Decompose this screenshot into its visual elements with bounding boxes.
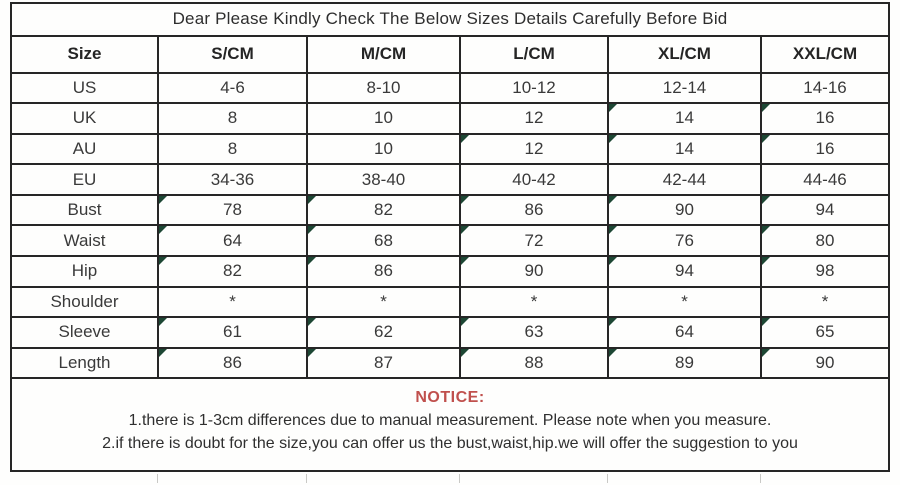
size-value: * bbox=[530, 291, 538, 311]
size-value: 14 bbox=[675, 108, 694, 128]
excel-flag-triangle-icon bbox=[609, 318, 617, 326]
size-value: 12 bbox=[524, 108, 544, 128]
size-value: 8 bbox=[227, 108, 238, 128]
size-value-cell bbox=[158, 287, 307, 318]
size-value: 90 bbox=[815, 352, 835, 372]
excel-flag-triangle-icon bbox=[461, 226, 469, 234]
size-value: 65 bbox=[815, 322, 835, 342]
size-value-cell bbox=[460, 134, 608, 165]
size-value-cell bbox=[158, 134, 307, 165]
excel-flag-triangle-icon bbox=[308, 257, 316, 265]
size-value-cell bbox=[158, 73, 307, 104]
size-value: 62 bbox=[374, 322, 393, 342]
table-row-length bbox=[11, 348, 889, 379]
size-value: 80 bbox=[815, 230, 835, 250]
excel-flag-triangle-icon bbox=[762, 257, 770, 265]
excel-flag-triangle-icon bbox=[461, 196, 469, 204]
size-value: 90 bbox=[524, 261, 544, 281]
column-header-size: Size bbox=[11, 36, 158, 73]
row-label: Sleeve bbox=[11, 317, 158, 348]
size-value: 82 bbox=[223, 261, 242, 281]
excel-flag-triangle-icon bbox=[159, 196, 167, 204]
size-value: 72 bbox=[524, 230, 544, 250]
size-value-cell bbox=[761, 164, 889, 195]
size-value-cell bbox=[460, 225, 608, 256]
size-value: 42-44 bbox=[662, 169, 707, 189]
row-label: AU bbox=[11, 134, 158, 165]
row-label: EU bbox=[11, 164, 158, 195]
chart-title: Dear Please Kindly Check The Below Sizes Details Carefully Before Bid bbox=[11, 3, 889, 36]
table-row-shoulder bbox=[11, 287, 889, 318]
column-header-s-cm: S/CM bbox=[158, 36, 307, 73]
size-value: * bbox=[681, 291, 688, 311]
size-value-cell bbox=[158, 256, 307, 287]
size-value: 64 bbox=[675, 322, 694, 342]
size-value-cell bbox=[761, 348, 889, 379]
size-value: 61 bbox=[223, 322, 242, 342]
excel-flag-triangle-icon bbox=[609, 257, 617, 265]
table-row-sleeve bbox=[11, 317, 889, 348]
gridline-tick bbox=[607, 474, 608, 483]
size-value-cell bbox=[460, 317, 608, 348]
size-value-cell bbox=[761, 256, 889, 287]
notice-line-2: 2.if there is doubt for the size,you can offer us the bust,waist,hip.we will offer the suggestion to you bbox=[102, 435, 798, 453]
size-value-cell bbox=[761, 195, 889, 226]
excel-flag-triangle-icon bbox=[762, 104, 770, 112]
size-value-cell bbox=[307, 256, 460, 287]
size-value: 14-16 bbox=[803, 77, 847, 97]
size-value-cell bbox=[761, 225, 889, 256]
size-chart-table bbox=[10, 2, 890, 472]
gridline-tick bbox=[760, 474, 761, 483]
size-value: 8-10 bbox=[366, 77, 401, 97]
excel-flag-triangle-icon bbox=[762, 349, 770, 357]
size-value: 10-12 bbox=[512, 77, 556, 97]
table-row-au bbox=[11, 134, 889, 165]
excel-flag-triangle-icon bbox=[159, 349, 167, 357]
size-value-cell bbox=[460, 103, 608, 134]
size-value-cell bbox=[158, 103, 307, 134]
size-value: 64 bbox=[223, 230, 242, 250]
excel-flag-triangle-icon bbox=[308, 318, 316, 326]
size-value-cell bbox=[307, 195, 460, 226]
row-label: Bust bbox=[11, 195, 158, 226]
excel-flag-triangle-icon bbox=[308, 349, 316, 357]
size-value-cell bbox=[460, 164, 608, 195]
size-value-cell bbox=[158, 164, 307, 195]
row-label: Shoulder bbox=[11, 287, 158, 318]
size-value-cell bbox=[460, 348, 608, 379]
notice-row bbox=[11, 378, 889, 471]
size-value: 12-14 bbox=[662, 77, 707, 97]
table-row-bust bbox=[11, 195, 889, 226]
size-value: 16 bbox=[815, 108, 835, 128]
size-value: 34-36 bbox=[210, 169, 255, 189]
excel-flag-triangle-icon bbox=[461, 318, 469, 326]
excel-flag-triangle-icon bbox=[461, 135, 469, 143]
notice-line-1: 1.there is 1-3cm differences due to manual measurement. Please note when you measure. bbox=[128, 412, 772, 430]
size-chart-sheet bbox=[10, 2, 888, 472]
size-value-cell bbox=[307, 287, 460, 318]
table-row-uk bbox=[11, 103, 889, 134]
excel-flag-triangle-icon bbox=[461, 349, 469, 357]
size-value: 90 bbox=[675, 200, 694, 220]
excel-flag-triangle-icon bbox=[609, 135, 617, 143]
table-row-waist bbox=[11, 225, 889, 256]
size-value: 76 bbox=[675, 230, 694, 250]
size-value: 88 bbox=[524, 352, 544, 372]
size-value: 94 bbox=[815, 200, 835, 220]
size-value-cell bbox=[460, 256, 608, 287]
gridline-tick bbox=[306, 474, 307, 483]
size-value: 87 bbox=[374, 352, 393, 372]
size-value: 63 bbox=[524, 322, 544, 342]
size-value-cell bbox=[307, 134, 460, 165]
size-value: 78 bbox=[223, 200, 242, 220]
gridline-tick bbox=[459, 474, 460, 483]
size-value-cell bbox=[608, 348, 761, 379]
size-value-cell bbox=[608, 317, 761, 348]
table-row-hip bbox=[11, 256, 889, 287]
row-label: US bbox=[11, 73, 158, 104]
size-value-cell bbox=[307, 317, 460, 348]
size-value: 10 bbox=[374, 108, 393, 128]
size-value-cell bbox=[307, 164, 460, 195]
size-value-cell bbox=[761, 134, 889, 165]
size-value-cell bbox=[608, 225, 761, 256]
size-value: 40-42 bbox=[512, 169, 556, 189]
size-value-cell bbox=[608, 164, 761, 195]
excel-flag-triangle-icon bbox=[762, 196, 770, 204]
size-value-cell bbox=[608, 134, 761, 165]
size-value-cell bbox=[761, 287, 889, 318]
size-value-cell bbox=[307, 103, 460, 134]
size-value: * bbox=[380, 291, 387, 311]
size-value-cell bbox=[460, 73, 608, 104]
size-value-cell bbox=[761, 317, 889, 348]
size-value: 89 bbox=[675, 352, 694, 372]
size-value: 10 bbox=[374, 138, 393, 158]
size-value-cell bbox=[608, 287, 761, 318]
excel-flag-triangle-icon bbox=[609, 196, 617, 204]
size-value: 68 bbox=[374, 230, 393, 250]
size-value: * bbox=[229, 291, 236, 311]
row-label: Hip bbox=[11, 256, 158, 287]
size-value: 38-40 bbox=[361, 169, 406, 189]
table-row-us bbox=[11, 73, 889, 104]
size-value-cell bbox=[158, 195, 307, 226]
title-row bbox=[11, 3, 889, 36]
size-value: 86 bbox=[524, 200, 544, 220]
size-value-cell bbox=[761, 103, 889, 134]
notice-heading: NOTICE: bbox=[415, 389, 485, 407]
size-value-cell bbox=[158, 317, 307, 348]
size-value-cell bbox=[761, 73, 889, 104]
size-value-cell bbox=[608, 103, 761, 134]
size-value-cell bbox=[608, 195, 761, 226]
excel-flag-triangle-icon bbox=[159, 226, 167, 234]
size-value-cell bbox=[608, 256, 761, 287]
size-value-cell bbox=[307, 73, 460, 104]
excel-flag-triangle-icon bbox=[461, 257, 469, 265]
size-value-cell bbox=[608, 73, 761, 104]
excel-flag-triangle-icon bbox=[762, 135, 770, 143]
table-row-eu bbox=[11, 164, 889, 195]
excel-flag-triangle-icon bbox=[159, 257, 167, 265]
size-value: 44-46 bbox=[803, 169, 847, 189]
excel-flag-triangle-icon bbox=[762, 226, 770, 234]
size-value: 86 bbox=[374, 261, 393, 281]
gridline-tick bbox=[157, 474, 158, 483]
size-value-cell bbox=[460, 287, 608, 318]
size-value: 14 bbox=[675, 138, 694, 158]
size-value-cell bbox=[460, 195, 608, 226]
size-value-cell bbox=[158, 225, 307, 256]
size-value: 98 bbox=[815, 261, 835, 281]
excel-flag-triangle-icon bbox=[159, 318, 167, 326]
excel-flag-triangle-icon bbox=[762, 318, 770, 326]
size-value-cell bbox=[307, 225, 460, 256]
size-value: 12 bbox=[524, 138, 544, 158]
row-label: Length bbox=[11, 348, 158, 379]
column-header-l-cm: L/CM bbox=[460, 36, 608, 73]
size-value-cell bbox=[158, 348, 307, 379]
size-value: 8 bbox=[227, 138, 238, 158]
column-header-m-cm: M/CM bbox=[307, 36, 460, 73]
size-value: 94 bbox=[675, 261, 694, 281]
size-value: 16 bbox=[815, 138, 835, 158]
excel-flag-triangle-icon bbox=[609, 104, 617, 112]
excel-flag-triangle-icon bbox=[609, 226, 617, 234]
header-row bbox=[11, 36, 889, 73]
size-value: 86 bbox=[223, 352, 242, 372]
size-value: * bbox=[821, 291, 829, 311]
excel-flag-triangle-icon bbox=[609, 349, 617, 357]
size-value: 82 bbox=[374, 200, 393, 220]
excel-flag-triangle-icon bbox=[308, 226, 316, 234]
size-value: 4-6 bbox=[220, 77, 245, 97]
column-header-xl-cm: XL/CM bbox=[608, 36, 761, 73]
row-label: Waist bbox=[11, 225, 158, 256]
column-header-xxl-cm: XXL/CM bbox=[761, 36, 889, 73]
excel-flag-triangle-icon bbox=[308, 196, 316, 204]
size-value-cell bbox=[307, 348, 460, 379]
row-label: UK bbox=[11, 103, 158, 134]
notice-cell bbox=[11, 378, 889, 471]
